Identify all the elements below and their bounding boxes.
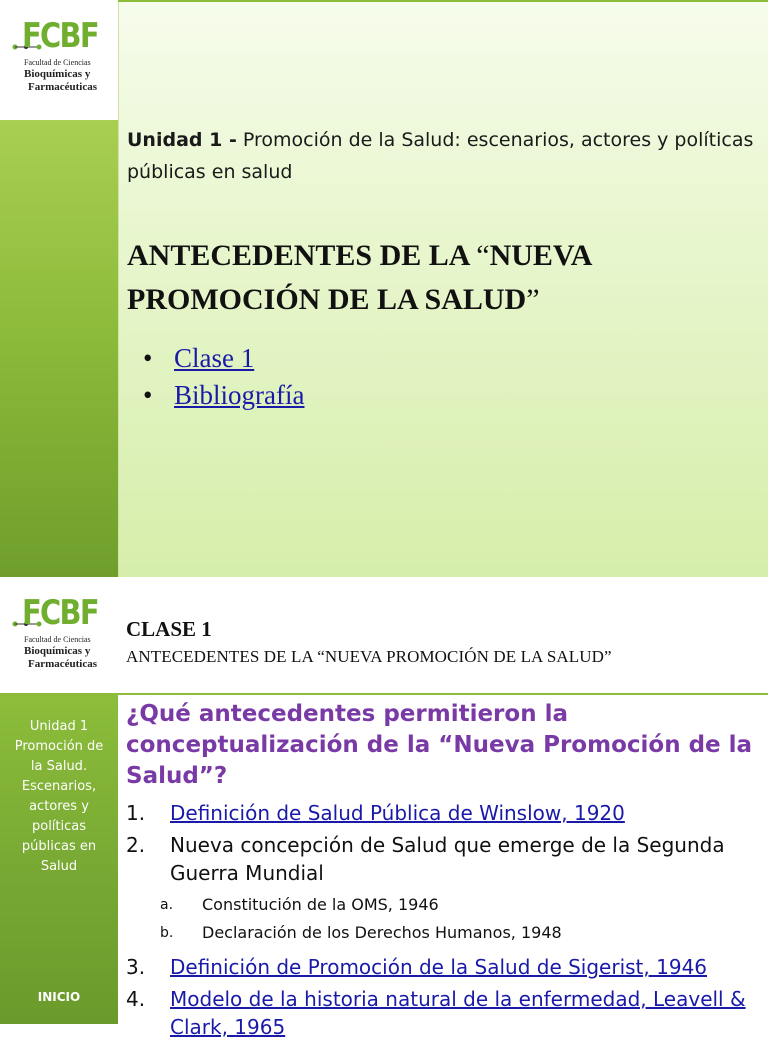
inicio-button[interactable]: INICIO [37,990,81,1004]
sidebar-unit-line: públicas en [21,839,97,854]
slide-subtitle: ANTECEDENTES DE LA “NUEVA PROMOCIÓN DE LA SALUD” [126,647,612,666]
slide-2 [0,577,768,1039]
logo-line-2: Bioquímicas y [24,68,91,80]
sigerist-link[interactable]: Definición de Promoción de la Salud de Sigerist, 1946 [170,955,708,979]
title-part-1: ANTECEDENTES DE LA [127,239,477,272]
item-number: 1. [126,801,146,825]
sidebar-unit-label: Unidad 1 [29,719,89,734]
title-quote-open: “ [476,239,490,272]
sidebar-unit-line: Salud [40,859,78,874]
link-list [143,340,304,414]
logo-line-3: Farmacéuticas [28,81,98,93]
winslow-link[interactable]: Definición de Salud Pública de Winslow, 1920 [170,801,625,825]
sidebar-unit-line: la Salud. [30,759,88,774]
list-item: • Clase 1 [143,343,255,373]
item-number: 4. [126,987,146,1011]
question-heading: ¿Qué antecedentes permitieron la conceptualización de la “Nueva Promoción de la Salud”? [126,701,753,789]
unit-heading [127,124,757,188]
sub-list-item [126,891,762,919]
slide-title: CLASE 1 [126,617,212,641]
divider [118,0,768,2]
list-item: • Bibliografía [143,380,305,410]
sidebar-unit-info [0,717,118,877]
page-title [127,234,757,322]
list-item [126,985,762,1041]
logo-mark: FCBF [22,593,98,633]
sidebar-unit-line: Promoción de [14,739,104,754]
sub-list-item [126,919,762,947]
title-quote-close: ” [526,283,540,316]
sidebar-unit-line: Escenarios, [21,779,97,794]
item-text: Nueva concepción de Salud que emerge de la Segunda Guerra Mundial [170,833,725,885]
clase-1-link[interactable]: Clase 1 [174,343,255,373]
list-item [126,953,762,981]
item-number: 3. [126,955,146,979]
logo-mark: FCBF [22,16,98,56]
logo-line-1: Facultad de Ciencias [24,635,91,644]
bibliografia-link[interactable]: Bibliografía [174,380,305,410]
list-item [126,831,762,887]
fcbf-logo [6,10,106,110]
subitem-text: Constitución de la OMS, 1946 [202,895,439,914]
sidebar [0,120,118,577]
title-part-2: NUEVA PROMOCIÓN DE LA SALUD [127,239,591,316]
unit-label: Unidad 1 - [127,129,237,151]
fcbf-logo [6,587,106,687]
logo-area [0,0,118,120]
subitem-text: Declaración de los Derechos Humanos, 1948 [202,923,562,942]
subitem-letter: b. [160,925,174,941]
logo-line-1: Facultad de Ciencias [24,58,91,67]
logo-line-2: Bioquímicas y [24,645,91,657]
item-number: 2. [126,833,146,857]
antecedentes-list [126,799,762,1045]
sidebar-unit-line: actores y [29,799,89,814]
unit-text: Promoción de la Salud: escenarios, actores y políticas públicas en salud [127,129,754,183]
list-item [126,799,762,827]
content-panel [118,0,768,577]
sidebar-unit-line: políticas [31,819,87,834]
leavell-clark-link[interactable]: Modelo de la historia natural de la enfermedad, Leavell & Clark, 1965 [170,987,746,1039]
logo-line-3: Farmacéuticas [28,658,98,670]
subitem-letter: a. [160,897,174,913]
